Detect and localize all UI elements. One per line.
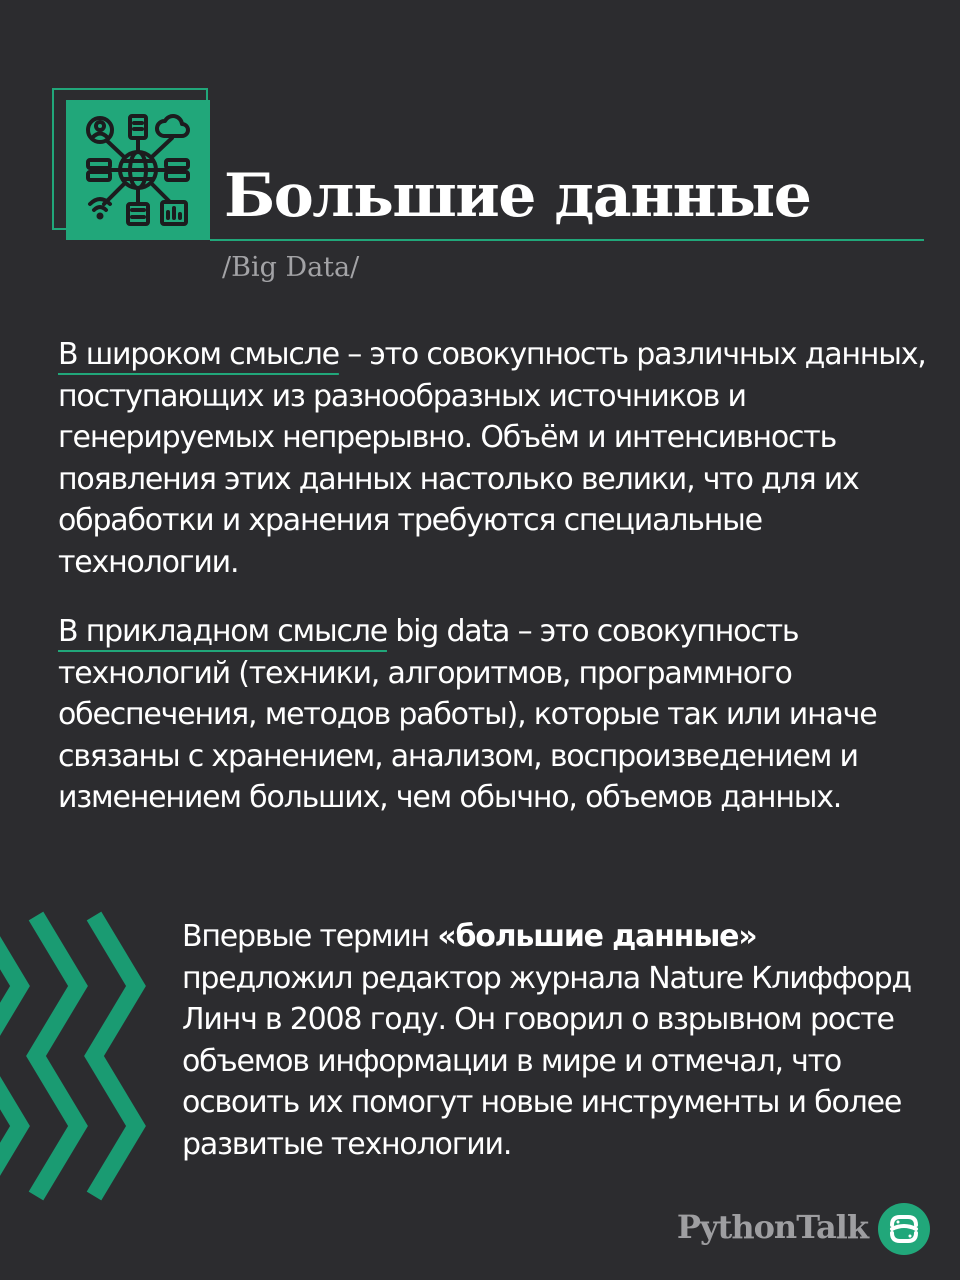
term-history-paragraph (182, 916, 922, 1165)
broad-definition-text: – это совокупность различных данных, поступающих из разнообразных источников и генерируемых непрерывно. Объём и интенсивность появления этих данных настолько велики, что для их обработки и хранения требуются специальные технологии. (58, 337, 926, 580)
term-highlight: «большие данные» (437, 919, 757, 954)
applied-definition-text: big data – это совокупность технологий (техники, алгоритмов, программного обеспечения, методов работы), которые так или иначе связаны с хранением, анализом, воспроизведением и изменением больших, чем обычно, объемов данных. (58, 614, 877, 815)
applied-definition-lead: В прикладном смысле (58, 614, 387, 649)
term-history-before: Впервые термин (182, 919, 438, 954)
chevron-decoration (0, 906, 170, 1216)
brand-name: PythonTalk (676, 1208, 868, 1246)
page-title: Большие данные (224, 161, 811, 231)
title-underline (210, 239, 924, 241)
big-data-network-icon (66, 100, 210, 240)
python-talk-logo-icon (878, 1203, 930, 1255)
broad-definition-paragraph (58, 334, 938, 583)
broad-definition-lead: В широком смысле (58, 337, 339, 372)
applied-definition-paragraph (58, 611, 938, 819)
term-history-after: предложил редактор журнала Nature Клиффорд Линч в 2008 году. Он говорил о взрывном росте объемов информации в мире и отмечал, что освоить их помогут новые инструменты и более развитые технологии. (182, 960, 911, 1162)
page-subtitle: /Big Data/ (222, 252, 360, 283)
